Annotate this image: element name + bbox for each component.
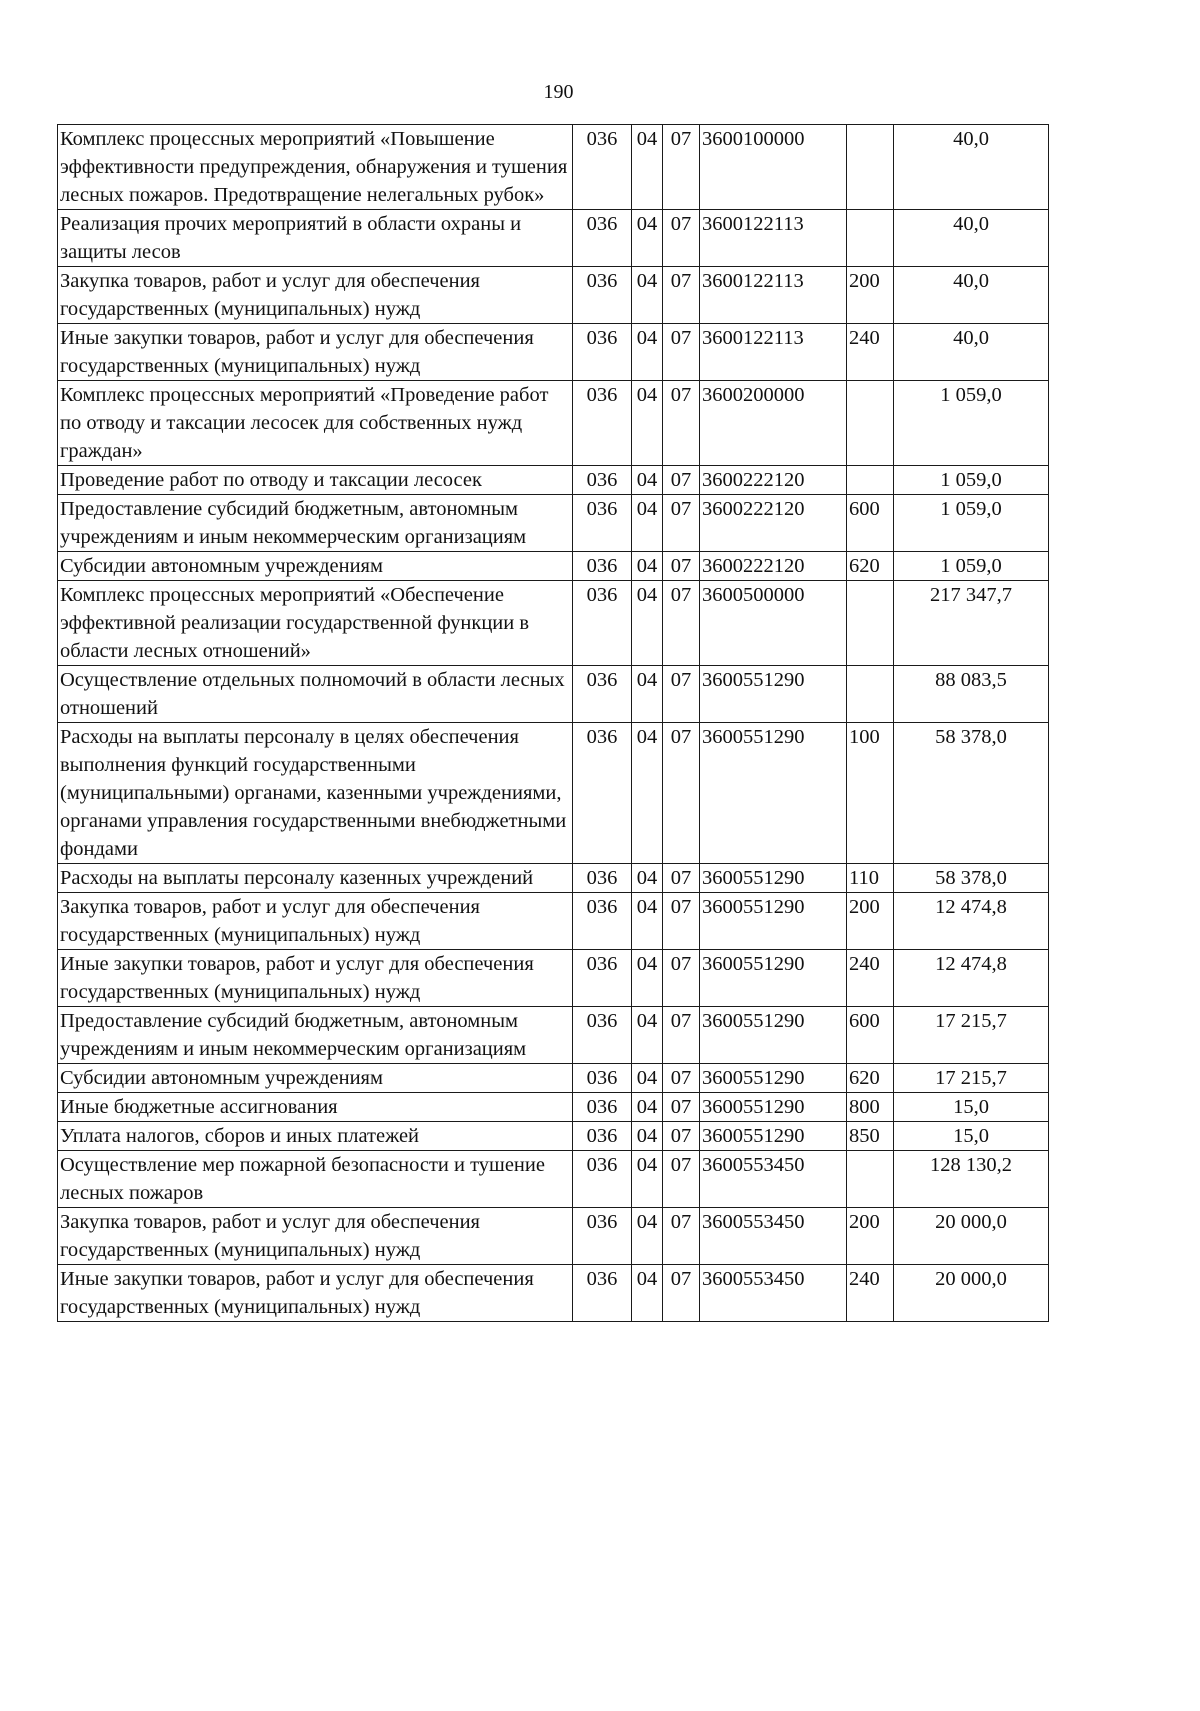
row-vr-cell: 240: [847, 324, 894, 381]
row-vr-cell: 800: [847, 1093, 894, 1122]
row-pr-cell: 07: [663, 1007, 700, 1064]
row-rz-cell: 04: [632, 495, 663, 552]
row-pr-cell: 07: [663, 125, 700, 210]
row-gr-cell: 036: [573, 723, 632, 864]
row-sum-cell: 40,0: [894, 125, 1049, 210]
row-vr-cell: [847, 1151, 894, 1208]
table-row: [58, 666, 1049, 723]
row-gr-cell: 036: [573, 466, 632, 495]
table-row: [58, 267, 1049, 324]
row-sum-cell: 128 130,2: [894, 1151, 1049, 1208]
row-sum-cell: 1 059,0: [894, 495, 1049, 552]
table-row: [58, 1265, 1049, 1322]
row-vr-cell: 600: [847, 1007, 894, 1064]
row-gr-cell: 036: [573, 581, 632, 666]
row-name-cell: Комплекс процессных мероприятий «Обеспечение эффективной реализации государственной функции в области лесных отношений»: [58, 581, 573, 666]
row-gr-cell: 036: [573, 864, 632, 893]
row-pr-cell: 07: [663, 864, 700, 893]
row-csr-cell: 3600551290: [700, 1093, 847, 1122]
row-gr-cell: 036: [573, 1265, 632, 1322]
table-row: [58, 324, 1049, 381]
row-sum-cell: 17 215,7: [894, 1007, 1049, 1064]
row-vr-cell: 600: [847, 495, 894, 552]
row-vr-cell: 240: [847, 1265, 894, 1322]
row-sum-cell: 15,0: [894, 1122, 1049, 1151]
row-sum-cell: 20 000,0: [894, 1265, 1049, 1322]
row-csr-cell: 3600551290: [700, 950, 847, 1007]
row-csr-cell: 3600200000: [700, 381, 847, 466]
row-vr-cell: [847, 381, 894, 466]
row-csr-cell: 3600122113: [700, 324, 847, 381]
row-sum-cell: 1 059,0: [894, 466, 1049, 495]
row-pr-cell: 07: [663, 466, 700, 495]
table-row: [58, 1007, 1049, 1064]
table-row: [58, 1122, 1049, 1151]
row-pr-cell: 07: [663, 267, 700, 324]
row-sum-cell: 88 083,5: [894, 666, 1049, 723]
row-gr-cell: 036: [573, 495, 632, 552]
row-gr-cell: 036: [573, 381, 632, 466]
row-pr-cell: 07: [663, 950, 700, 1007]
row-csr-cell: 3600500000: [700, 581, 847, 666]
row-pr-cell: 07: [663, 495, 700, 552]
table-row: [58, 723, 1049, 864]
row-csr-cell: 3600553450: [700, 1208, 847, 1265]
row-vr-cell: 100: [847, 723, 894, 864]
row-gr-cell: 036: [573, 666, 632, 723]
row-pr-cell: 07: [663, 666, 700, 723]
row-csr-cell: 3600551290: [700, 1122, 847, 1151]
table-row: [58, 1064, 1049, 1093]
row-pr-cell: 07: [663, 210, 700, 267]
row-csr-cell: 3600553450: [700, 1151, 847, 1208]
row-sum-cell: 20 000,0: [894, 1208, 1049, 1265]
row-vr-cell: [847, 125, 894, 210]
row-sum-cell: 217 347,7: [894, 581, 1049, 666]
row-gr-cell: 036: [573, 1151, 632, 1208]
row-gr-cell: 036: [573, 950, 632, 1007]
table-row: [58, 495, 1049, 552]
row-csr-cell: 3600551290: [700, 1007, 847, 1064]
row-name-cell: Проведение работ по отводу и таксации лесосек: [58, 466, 573, 495]
table-row: [58, 552, 1049, 581]
row-csr-cell: 3600222120: [700, 552, 847, 581]
row-name-cell: Комплекс процессных мероприятий «Повышение эффективности предупреждения, обнаружения и тушения лесных пожаров. Предотвращение нелегальных рубок»: [58, 125, 573, 210]
row-vr-cell: 850: [847, 1122, 894, 1151]
row-vr-cell: 620: [847, 552, 894, 581]
row-name-cell: Субсидии автономным учреждениям: [58, 1064, 573, 1093]
row-rz-cell: 04: [632, 581, 663, 666]
row-sum-cell: 40,0: [894, 267, 1049, 324]
row-gr-cell: 036: [573, 324, 632, 381]
row-rz-cell: 04: [632, 1093, 663, 1122]
row-name-cell: Закупка товаров, работ и услуг для обеспечения государственных (муниципальных) нужд: [58, 267, 573, 324]
row-name-cell: Иные закупки товаров, работ и услуг для обеспечения государственных (муниципальных) нужд: [58, 950, 573, 1007]
row-gr-cell: 036: [573, 267, 632, 324]
row-pr-cell: 07: [663, 381, 700, 466]
row-vr-cell: 200: [847, 893, 894, 950]
row-vr-cell: [847, 210, 894, 267]
row-rz-cell: 04: [632, 864, 663, 893]
row-rz-cell: 04: [632, 1265, 663, 1322]
row-vr-cell: 620: [847, 1064, 894, 1093]
row-rz-cell: 04: [632, 125, 663, 210]
row-pr-cell: 07: [663, 1208, 700, 1265]
row-name-cell: Осуществление мер пожарной безопасности и тушение лесных пожаров: [58, 1151, 573, 1208]
table-row: [58, 466, 1049, 495]
budget-table: [57, 124, 1049, 1322]
row-csr-cell: 3600122113: [700, 267, 847, 324]
row-pr-cell: 07: [663, 723, 700, 864]
row-sum-cell: 58 378,0: [894, 723, 1049, 864]
table-row: [58, 1093, 1049, 1122]
row-sum-cell: 40,0: [894, 324, 1049, 381]
table-row: [58, 864, 1049, 893]
table-row: [58, 950, 1049, 1007]
row-rz-cell: 04: [632, 1007, 663, 1064]
row-rz-cell: 04: [632, 324, 663, 381]
row-sum-cell: 15,0: [894, 1093, 1049, 1122]
row-rz-cell: 04: [632, 1122, 663, 1151]
row-gr-cell: 036: [573, 1208, 632, 1265]
row-pr-cell: 07: [663, 1122, 700, 1151]
row-pr-cell: 07: [663, 893, 700, 950]
row-gr-cell: 036: [573, 552, 632, 581]
row-name-cell: Иные закупки товаров, работ и услуг для обеспечения государственных (муниципальных) нужд: [58, 324, 573, 381]
row-pr-cell: 07: [663, 1093, 700, 1122]
row-name-cell: Уплата налогов, сборов и иных платежей: [58, 1122, 573, 1151]
row-csr-cell: 3600222120: [700, 495, 847, 552]
row-gr-cell: 036: [573, 1122, 632, 1151]
row-rz-cell: 04: [632, 267, 663, 324]
row-rz-cell: 04: [632, 210, 663, 267]
table-row: [58, 1151, 1049, 1208]
row-name-cell: Закупка товаров, работ и услуг для обеспечения государственных (муниципальных) нужд: [58, 1208, 573, 1265]
row-pr-cell: 07: [663, 581, 700, 666]
row-vr-cell: 200: [847, 1208, 894, 1265]
row-name-cell: Реализация прочих мероприятий в области охраны и защиты лесов: [58, 210, 573, 267]
table-row: [58, 210, 1049, 267]
row-vr-cell: [847, 581, 894, 666]
row-name-cell: Расходы на выплаты персоналу в целях обеспечения выполнения функций государственными (муниципальными) органами, казенными учреждениями, органами управления государственными внебюджетными фондами: [58, 723, 573, 864]
row-pr-cell: 07: [663, 1064, 700, 1093]
table-row: [58, 381, 1049, 466]
row-rz-cell: 04: [632, 1151, 663, 1208]
row-csr-cell: 3600551290: [700, 723, 847, 864]
row-pr-cell: 07: [663, 324, 700, 381]
row-name-cell: Субсидии автономным учреждениям: [58, 552, 573, 581]
row-csr-cell: 3600122113: [700, 210, 847, 267]
row-name-cell: Иные бюджетные ассигнования: [58, 1093, 573, 1122]
row-name-cell: Предоставление субсидий бюджетным, автономным учреждениям и иным некоммерческим организациям: [58, 495, 573, 552]
row-rz-cell: 04: [632, 666, 663, 723]
row-vr-cell: 240: [847, 950, 894, 1007]
row-csr-cell: 3600553450: [700, 1265, 847, 1322]
row-rz-cell: 04: [632, 723, 663, 864]
row-csr-cell: 3600551290: [700, 666, 847, 723]
row-sum-cell: 17 215,7: [894, 1064, 1049, 1093]
row-csr-cell: 3600100000: [700, 125, 847, 210]
row-sum-cell: 1 059,0: [894, 552, 1049, 581]
row-name-cell: Предоставление субсидий бюджетным, автономным учреждениям и иным некоммерческим организациям: [58, 1007, 573, 1064]
row-vr-cell: [847, 666, 894, 723]
table-row: [58, 893, 1049, 950]
row-rz-cell: 04: [632, 950, 663, 1007]
row-gr-cell: 036: [573, 1093, 632, 1122]
row-sum-cell: 1 059,0: [894, 381, 1049, 466]
row-gr-cell: 036: [573, 1007, 632, 1064]
row-vr-cell: 110: [847, 864, 894, 893]
row-vr-cell: [847, 466, 894, 495]
row-pr-cell: 07: [663, 1151, 700, 1208]
row-sum-cell: 40,0: [894, 210, 1049, 267]
row-rz-cell: 04: [632, 1064, 663, 1093]
page-number: 190: [543, 81, 574, 103]
row-rz-cell: 04: [632, 381, 663, 466]
row-name-cell: Комплекс процессных мероприятий «Проведение работ по отводу и таксации лесосек для собственных нужд граждан»: [58, 381, 573, 466]
row-name-cell: Иные закупки товаров, работ и услуг для обеспечения государственных (муниципальных) нужд: [58, 1265, 573, 1322]
row-rz-cell: 04: [632, 1208, 663, 1265]
row-name-cell: Закупка товаров, работ и услуг для обеспечения государственных (муниципальных) нужд: [58, 893, 573, 950]
row-gr-cell: 036: [573, 125, 632, 210]
row-sum-cell: 12 474,8: [894, 893, 1049, 950]
row-csr-cell: 3600551290: [700, 893, 847, 950]
table-row: [58, 1208, 1049, 1265]
row-gr-cell: 036: [573, 1064, 632, 1093]
row-gr-cell: 036: [573, 893, 632, 950]
table-row: [58, 581, 1049, 666]
row-csr-cell: 3600551290: [700, 864, 847, 893]
row-csr-cell: 3600551290: [700, 1064, 847, 1093]
budget-table-body: [58, 125, 1049, 1322]
table-row: [58, 125, 1049, 210]
row-sum-cell: 12 474,8: [894, 950, 1049, 1007]
row-rz-cell: 04: [632, 466, 663, 495]
row-name-cell: Осуществление отдельных полномочий в области лесных отношений: [58, 666, 573, 723]
row-pr-cell: 07: [663, 552, 700, 581]
row-rz-cell: 04: [632, 893, 663, 950]
row-gr-cell: 036: [573, 210, 632, 267]
row-pr-cell: 07: [663, 1265, 700, 1322]
row-name-cell: Расходы на выплаты персоналу казенных учреждений: [58, 864, 573, 893]
row-sum-cell: 58 378,0: [894, 864, 1049, 893]
row-rz-cell: 04: [632, 552, 663, 581]
row-csr-cell: 3600222120: [700, 466, 847, 495]
row-vr-cell: 200: [847, 267, 894, 324]
